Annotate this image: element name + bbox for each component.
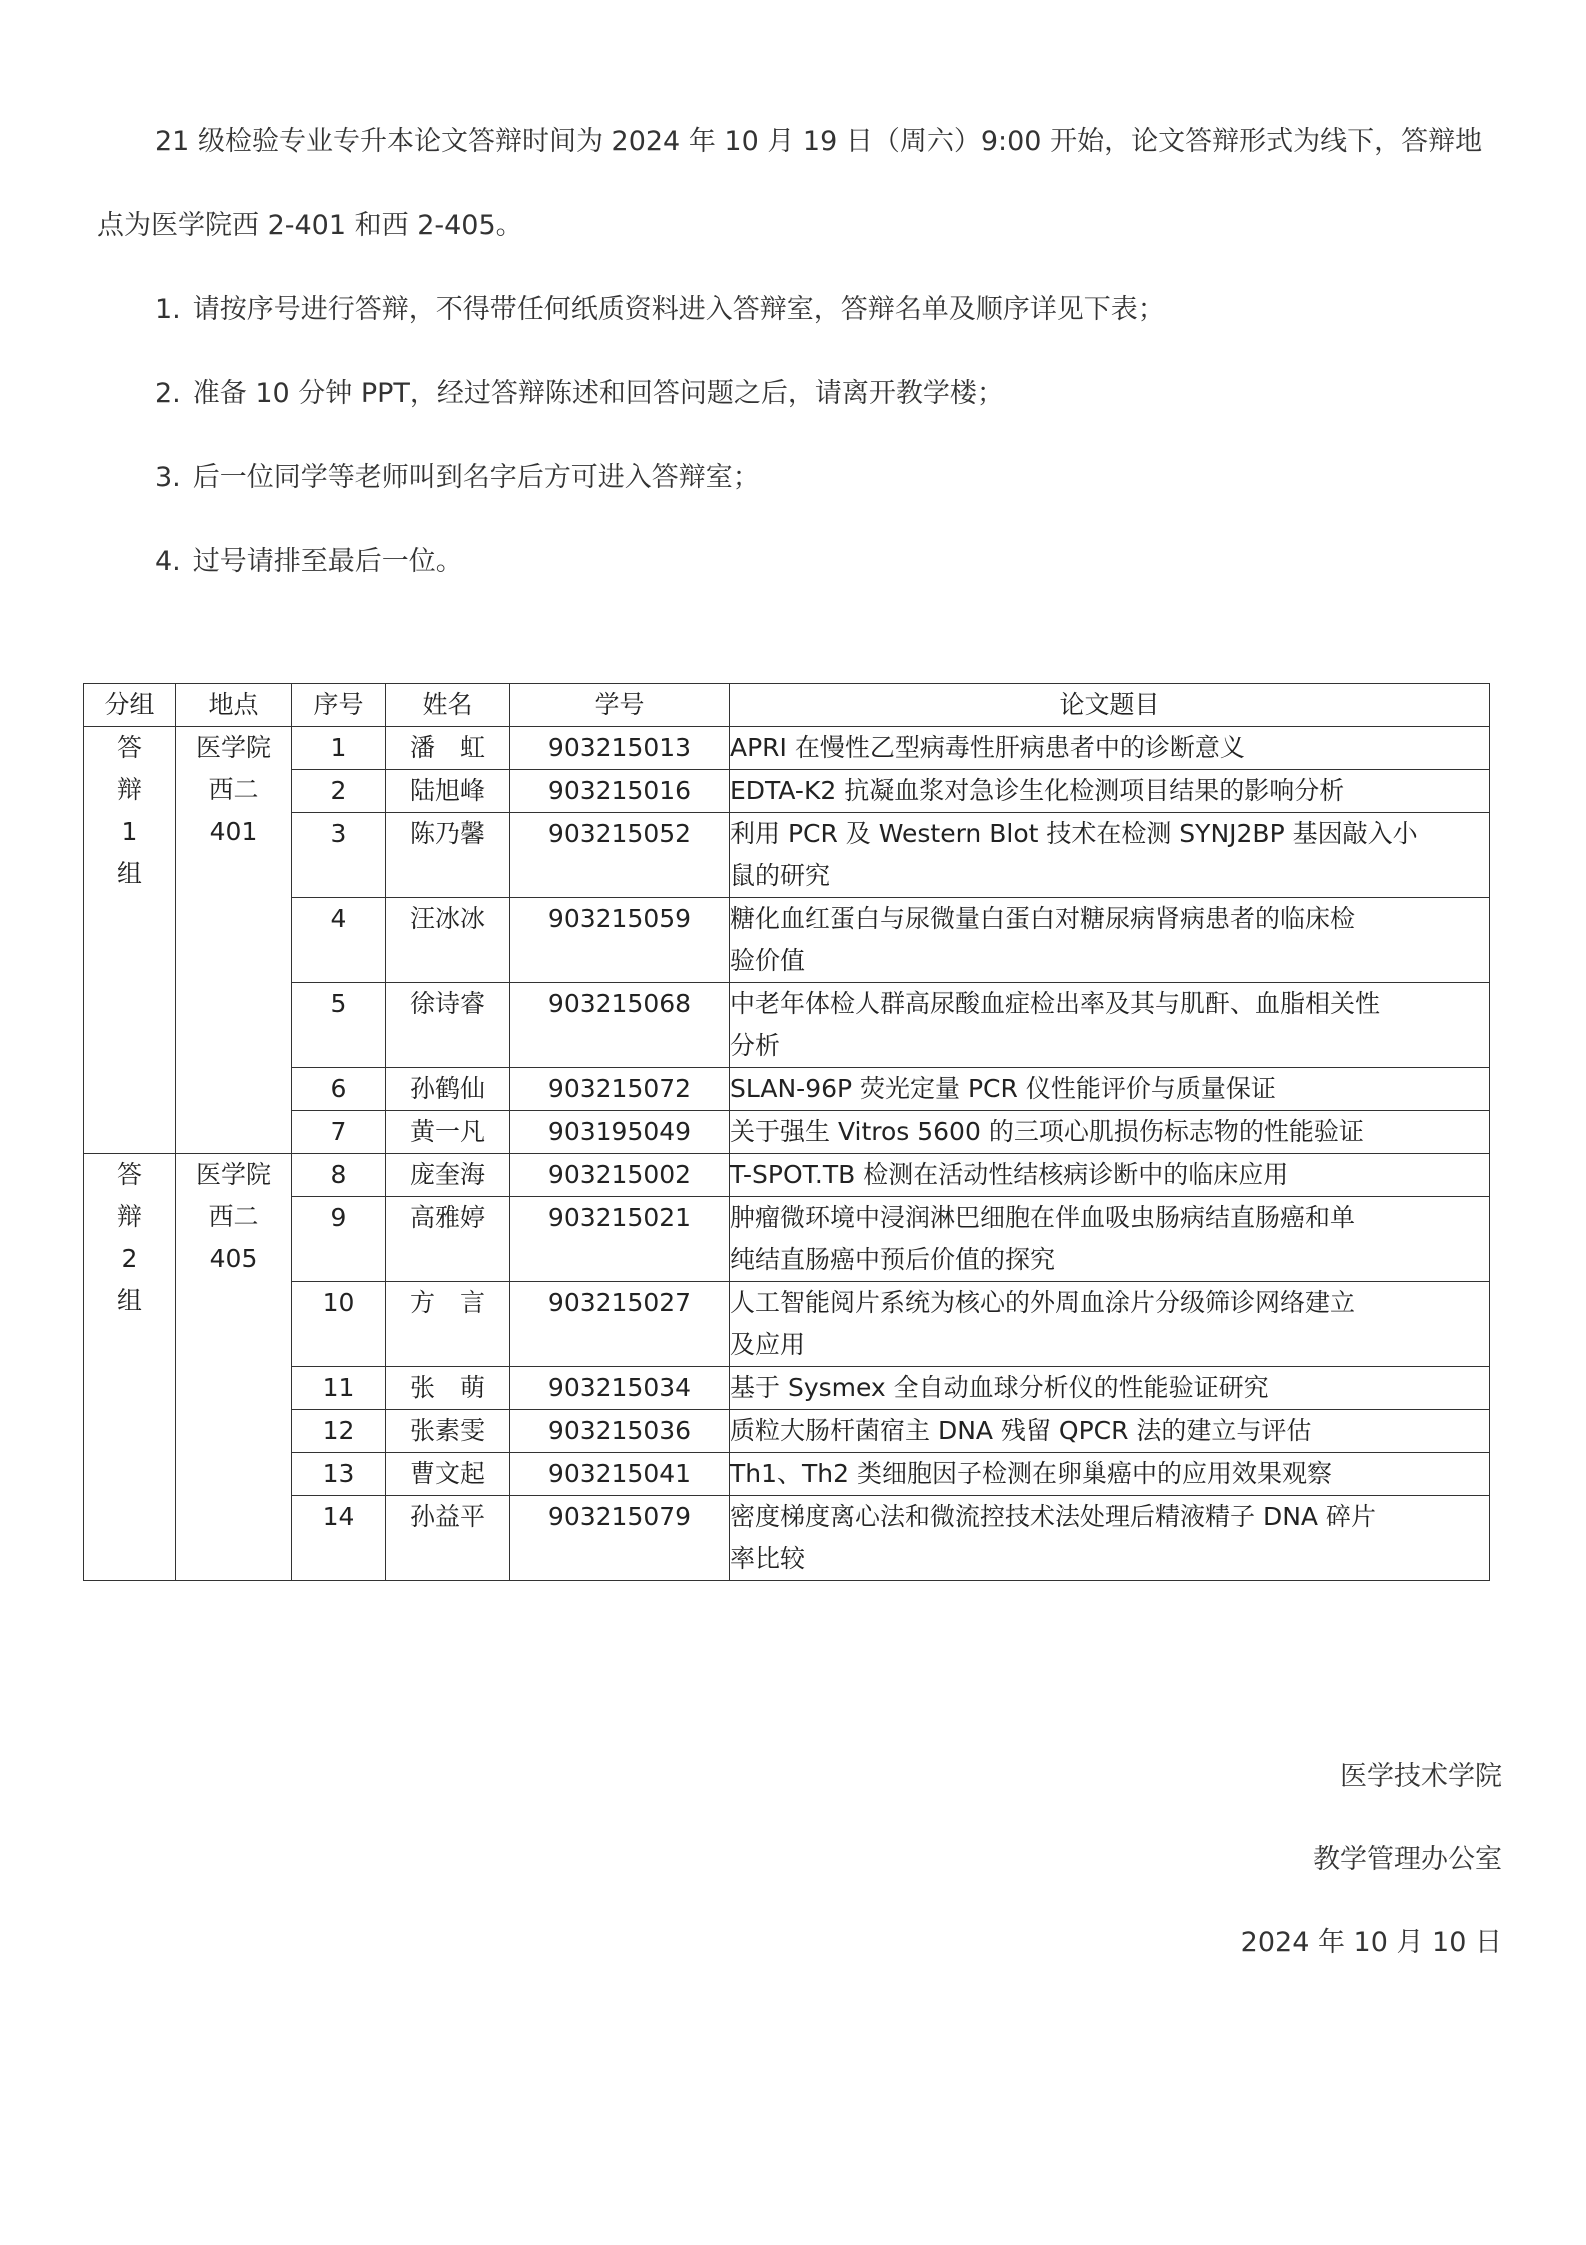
name-cell: 方 言 xyxy=(386,1282,510,1367)
name-cell: 高雅婷 xyxy=(386,1197,510,1282)
defense-schedule-table xyxy=(83,683,1490,1581)
table-row xyxy=(84,1410,1490,1453)
name-cell: 潘 虹 xyxy=(386,727,510,770)
student-id-cell: 903195049 xyxy=(510,1111,730,1154)
rule-text: 过号请排至最后一位。 xyxy=(192,546,463,577)
name-cell: 陈乃馨 xyxy=(386,813,510,898)
student-id-cell: 903215068 xyxy=(510,983,730,1068)
thesis-title-line: 验价值 xyxy=(730,946,806,975)
group-label-char: 组 xyxy=(116,1286,142,1315)
table-row xyxy=(84,1453,1490,1496)
signature-office: 教学管理办公室 xyxy=(1313,1844,1502,1875)
seq-cell: 3 xyxy=(292,813,386,898)
header-title: 论文题目 xyxy=(730,684,1490,727)
seq-cell: 1 xyxy=(292,727,386,770)
thesis-title-line: 关于强生 Vitros 5600 的三项心肌损伤标志物的性能验证 xyxy=(730,1117,1364,1146)
table-row xyxy=(84,1154,1490,1197)
name-cell: 黄一凡 xyxy=(386,1111,510,1154)
seq-cell: 12 xyxy=(292,1410,386,1453)
table-row xyxy=(84,1367,1490,1410)
thesis-title-cell xyxy=(730,1367,1490,1410)
table-row xyxy=(84,898,1490,983)
table-row xyxy=(84,983,1490,1068)
seq-cell: 9 xyxy=(292,1197,386,1282)
header-seq: 序号 xyxy=(292,684,386,727)
header-group: 分组 xyxy=(84,684,176,727)
thesis-title-line: 鼠的研究 xyxy=(730,861,831,890)
group-label-cell xyxy=(84,727,176,1154)
rule-text: 请按序号进行答辩，不得带任何纸质资料进入答辩室，答辩名单及顺序详见下表； xyxy=(192,294,1165,325)
seq-cell: 7 xyxy=(292,1111,386,1154)
thesis-title-line: EDTA-K2 抗凝血浆对急诊生化检测项目结果的影响分析 xyxy=(730,776,1345,805)
table-row xyxy=(84,1496,1490,1581)
thesis-title-line: 质粒大肠杆菌宿主 DNA 残留 QPCR 法的建立与评估 xyxy=(730,1416,1312,1445)
group-label-char: 组 xyxy=(116,859,142,888)
name-cell: 孙鹤仙 xyxy=(386,1068,510,1111)
seq-cell: 2 xyxy=(292,770,386,813)
thesis-title-cell xyxy=(730,727,1490,770)
rule-item xyxy=(155,436,760,520)
signature-date: 2024 年 10 月 10 日 xyxy=(1240,1927,1502,1958)
table-row xyxy=(84,1197,1490,1282)
name-cell: 孙益平 xyxy=(386,1496,510,1581)
rule-text: 准备 10 分钟 PPT，经过答辩陈述和回答问题之后，请离开教学楼； xyxy=(192,378,1004,409)
seq-cell: 5 xyxy=(292,983,386,1068)
student-id-cell: 903215016 xyxy=(510,770,730,813)
thesis-title-line: T-SPOT.TB 检测在活动性结核病诊断中的临床应用 xyxy=(730,1160,1289,1189)
group-label-cell xyxy=(84,1154,176,1581)
rule-number: 4. xyxy=(155,546,181,577)
thesis-title-cell xyxy=(730,1197,1490,1282)
seq-cell: 11 xyxy=(292,1367,386,1410)
student-id-cell: 903215036 xyxy=(510,1410,730,1453)
location-line: 401 xyxy=(209,817,258,846)
table-row xyxy=(84,770,1490,813)
name-cell: 徐诗睿 xyxy=(386,983,510,1068)
thesis-title-line: 纯结直肠癌中预后价值的探究 xyxy=(730,1245,1056,1274)
location-line: 西二 xyxy=(208,1202,259,1231)
seq-cell: 14 xyxy=(292,1496,386,1581)
thesis-title-cell xyxy=(730,813,1490,898)
location-cell xyxy=(176,727,292,1154)
thesis-title-line: 人工智能阅片系统为核心的外周血涂片分级筛诊网络建立 xyxy=(730,1288,1356,1317)
thesis-title-cell xyxy=(730,1453,1490,1496)
rule-number: 2. xyxy=(155,378,181,409)
seq-cell: 13 xyxy=(292,1453,386,1496)
student-id-cell: 903215052 xyxy=(510,813,730,898)
name-cell: 汪冰冰 xyxy=(386,898,510,983)
seq-cell: 6 xyxy=(292,1068,386,1111)
thesis-title-cell xyxy=(730,1410,1490,1453)
name-cell: 陆旭峰 xyxy=(386,770,510,813)
intro-line-2: 点为医学院西 2-401 和西 2-405。 xyxy=(97,210,523,241)
group-label-char: 2 xyxy=(121,1244,138,1273)
rule-number: 3. xyxy=(155,462,181,493)
table-row xyxy=(84,1111,1490,1154)
seq-cell: 10 xyxy=(292,1282,386,1367)
thesis-title-cell xyxy=(730,983,1490,1068)
name-cell: 曹文起 xyxy=(386,1453,510,1496)
student-id-cell: 903215034 xyxy=(510,1367,730,1410)
seq-cell: 8 xyxy=(292,1154,386,1197)
thesis-title-line: SLAN-96P 荧光定量 PCR 仪性能评价与质量保证 xyxy=(730,1074,1276,1103)
name-cell: 庞奎海 xyxy=(386,1154,510,1197)
student-id-cell: 903215027 xyxy=(510,1282,730,1367)
seq-cell: 4 xyxy=(292,898,386,983)
rule-item xyxy=(155,268,1165,352)
thesis-title-line: 利用 PCR 及 Western Blot 技术在检测 SYNJ2BP 基因敲入小 xyxy=(730,819,1418,848)
thesis-title-line: 及应用 xyxy=(730,1330,806,1359)
table-row xyxy=(84,1282,1490,1367)
thesis-title-line: APRI 在慢性乙型病毒性肝病患者中的诊断意义 xyxy=(730,733,1245,762)
table-row xyxy=(84,727,1490,770)
location-line: 405 xyxy=(209,1244,258,1273)
name-cell: 张素雯 xyxy=(386,1410,510,1453)
thesis-title-cell xyxy=(730,898,1490,983)
thesis-title-cell xyxy=(730,1068,1490,1111)
group-label-char: 答 xyxy=(116,733,142,762)
thesis-title-line: 分析 xyxy=(730,1031,781,1060)
header-student-id: 学号 xyxy=(510,684,730,727)
thesis-title-line: 肿瘤微环境中浸润淋巴细胞在伴血吸虫肠病结直肠癌和单 xyxy=(730,1203,1356,1232)
table-row xyxy=(84,813,1490,898)
header-name: 姓名 xyxy=(386,684,510,727)
thesis-title-line: 中老年体检人群高尿酸血症检出率及其与肌酐、血脂相关性 xyxy=(730,989,1381,1018)
group-label-char: 辩 xyxy=(116,1202,142,1231)
location-line: 西二 xyxy=(208,775,259,804)
intro-line-1: 21 级检验专业专升本论文答辩时间为 2024 年 10 月 19 日（周六）9:00 开始，论文答辩形式为线下，答辩地 xyxy=(155,126,1483,157)
location-line: 医学院 xyxy=(195,1160,271,1189)
thesis-title-line: 率比较 xyxy=(730,1544,806,1573)
rule-item xyxy=(155,352,1004,436)
thesis-title-cell xyxy=(730,1496,1490,1581)
thesis-title-cell xyxy=(730,1282,1490,1367)
student-id-cell: 903215013 xyxy=(510,727,730,770)
rule-text: 后一位同学等老师叫到名字后方可进入答辩室； xyxy=(192,462,760,493)
student-id-cell: 903215079 xyxy=(510,1496,730,1581)
signature-org: 医学技术学院 xyxy=(1340,1761,1502,1792)
rule-item xyxy=(155,520,463,604)
name-cell: 张 萌 xyxy=(386,1367,510,1410)
thesis-title-line: 糖化血红蛋白与尿微量白蛋白对糖尿病肾病患者的临床检 xyxy=(730,904,1356,933)
thesis-title-cell xyxy=(730,1154,1490,1197)
header-location: 地点 xyxy=(176,684,292,727)
location-cell xyxy=(176,1154,292,1581)
thesis-title-cell xyxy=(730,770,1490,813)
thesis-title-cell xyxy=(730,1111,1490,1154)
group-label-char: 辩 xyxy=(116,775,142,804)
table-row xyxy=(84,1068,1490,1111)
student-id-cell: 903215072 xyxy=(510,1068,730,1111)
student-id-cell: 903215021 xyxy=(510,1197,730,1282)
table-header-row xyxy=(84,684,1490,727)
group-label-char: 1 xyxy=(121,817,138,846)
group-label-char: 答 xyxy=(116,1160,142,1189)
thesis-title-line: 基于 Sysmex 全自动血球分析仪的性能验证研究 xyxy=(730,1373,1269,1402)
thesis-title-line: Th1、Th2 类细胞因子检测在卵巢癌中的应用效果观察 xyxy=(730,1459,1332,1488)
location-line: 医学院 xyxy=(195,733,271,762)
student-id-cell: 903215059 xyxy=(510,898,730,983)
table-body xyxy=(84,727,1490,1581)
rule-number: 1. xyxy=(155,294,181,325)
student-id-cell: 903215002 xyxy=(510,1154,730,1197)
thesis-title-line: 密度梯度离心法和微流控技术法处理后精液精子 DNA 碎片 xyxy=(730,1502,1376,1531)
student-id-cell: 903215041 xyxy=(510,1453,730,1496)
